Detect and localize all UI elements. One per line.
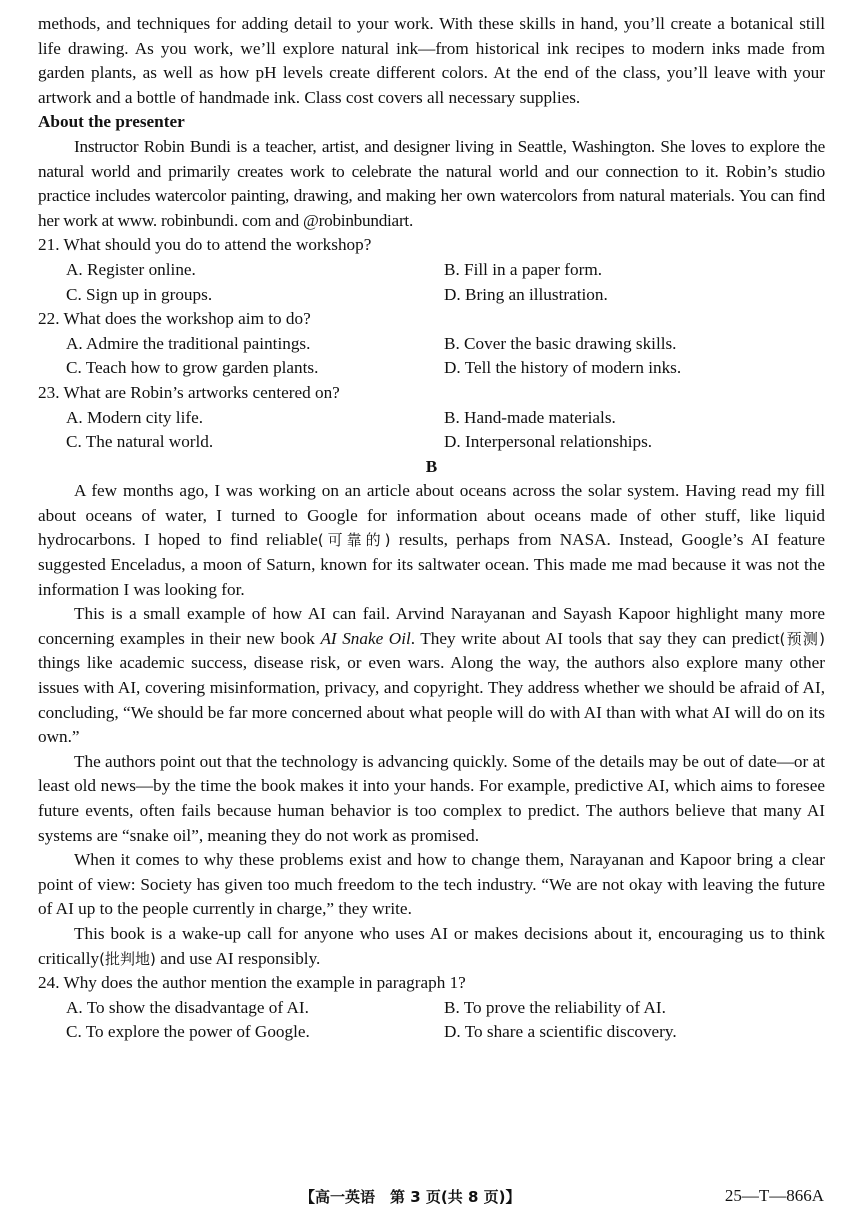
passage-a-paragraph: methods, and techniques for adding detail to your work. With these skills in hand, you’ll create a botanical still life drawing. As you work, we’ll explore natural ink—from historical ink recipes to modern inks made from garden plants, as well as how pH levels create different colors. At the end of the class, you’ll leave with your artwork and a bottle of handmade ink. Class cost covers all necessary supplies. [38,14,825,107]
option-d[interactable]: D. Interpersonal relationships. [444,432,653,452]
option-b[interactable]: B. Cover the basic drawing skills. [444,333,677,353]
question-24 [38,971,825,1045]
option-d[interactable]: D. To share a scientific discovery. [444,1022,677,1042]
option-a[interactable]: A. Modern city life. [66,407,203,427]
option-b[interactable]: B. Fill in a paper form. [444,259,603,279]
passage-b-paragraph-2 [38,602,825,750]
gloss-reliable: (可靠的) [317,531,391,550]
passage-b-paragraph-4: When it comes to why these problems exist and how to change them, Narayanan and Kapoor bring a clear point of view: Society has given too much freedom to the tech industry. “We are not okay with leaving the future of AI up to the people currently in charge,” they write. [38,850,825,919]
option-a[interactable]: A. Admire the traditional paintings. [66,333,311,353]
question-21 [38,233,825,307]
option-b[interactable]: B. To prove the reliability of AI. [444,997,666,1017]
passage-b-paragraph-1 [38,479,825,602]
question-stem: 23. What are Robin’s artworks centered on? [38,382,340,402]
option-c[interactable]: C. The natural world. [66,432,214,452]
text-run: things like academic success, disease risk, or even wars. Along the way, the authors also explore many other issues with AI, covering misinformation, privacy, and copyright. They address whether we should be afraid of AI, concluding, “We should be far more concerned about what people will do with AI than with what AI will do on its own.” [38,653,825,747]
question-22 [38,307,825,381]
section-label-b: B [425,456,438,476]
option-b[interactable]: B. Hand-made materials. [444,407,616,427]
book-title: AI Snake Oil [320,628,411,648]
text-run: results, perhaps from NASA. Instead, Google’s AI feature suggested Enceladus, a moon of Saturn, known for its saltwater ocean. This made me mad because it was not the information I was looking for. [38,530,825,599]
presenter-paragraph: Instructor Robin Bundi is a teacher, artist, and designer living in Seattle, Washington. She loves to explore the natural world and primarily creates work to celebrate the natural world and our connection to it. Robin’s studio practice includes watercolor painting, drawing, and making her own watercolors from natural materials. You can find her work at www. robinbundi. com and @robinbundiart. [38,136,825,230]
option-a[interactable]: A. Register online. [66,259,196,279]
text-run: and use AI responsibly. [155,948,321,968]
question-stem: 22. What does the workshop aim to do? [38,309,311,329]
question-stem: 24. Why does the author mention the example in paragraph 1? [38,973,466,993]
option-d[interactable]: D. Tell the history of modern inks. [444,358,682,378]
passage-b-paragraph-3: The authors point out that the technology is advancing quickly. Some of the details may be out of date—or at least old news—by the time the book makes it into your hands. For example, predictive AI, which aims to foresee future events, often fails because human behavior is too complex to predict. The authors believe that many AI systems are “snake oil”, meaning they do not work as promised. [38,751,825,845]
text-run: . They write about AI tools that say they can predict [410,628,780,648]
text-run: This book is a wake-up call for anyone who uses AI or makes decisions about it, encouraging us to think critically [38,923,825,968]
gloss-critically: (批判地) [99,949,156,968]
passage-b-paragraph-5 [38,922,825,971]
presenter-heading: About the presenter [38,112,185,132]
exam-page [38,12,825,1045]
page-footer [0,1186,860,1214]
question-stem: 21. What should you do to attend the workshop? [38,235,372,255]
footer-page-info: 【高一英语 第 3 页(共 8 页)】 [300,1188,521,1206]
question-23 [38,381,825,455]
option-a[interactable]: A. To show the disadvantage of AI. [66,997,309,1017]
footer-exam-code: 25—T—866A [724,1186,824,1205]
text-run: A few months ago, I was working on an article about oceans across the solar system. Having read my fill about oceans of water, I turned to Google for information about oceans made of other stuff, like liquid hydrocarbons. I hoped to find reliable [38,481,825,550]
text-run: This is a small example of how AI can fail. Arvind Narayanan and Sayash Kapoor highlight many more concerning examples in their new book [38,604,825,648]
option-c[interactable]: C. Teach how to grow garden plants. [66,358,319,378]
option-d[interactable]: D. Bring an illustration. [444,284,608,304]
option-c[interactable]: C. To explore the power of Google. [66,1022,310,1042]
option-c[interactable]: C. Sign up in groups. [66,284,213,304]
gloss-predict: (预测) [779,629,825,648]
